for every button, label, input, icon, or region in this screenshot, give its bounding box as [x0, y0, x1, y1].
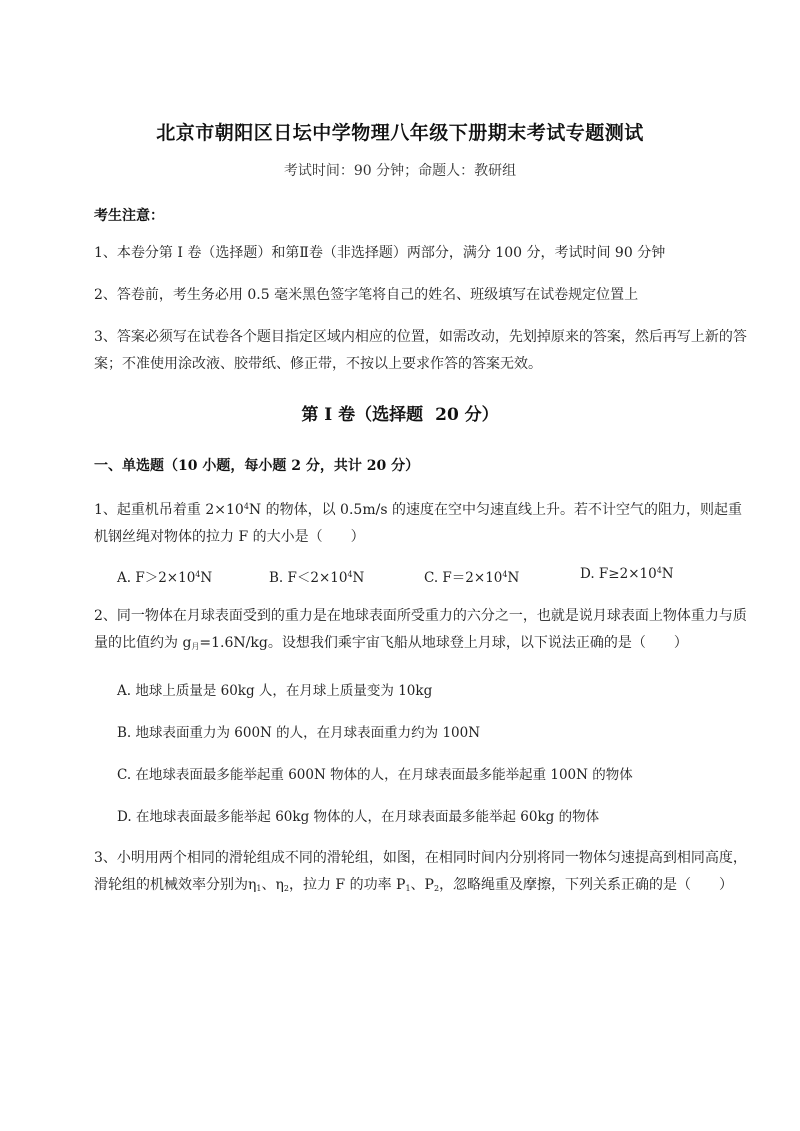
option-c[interactable]: C. 在地球表面最多能举起重 600N 物体的人，在月球表面最多能举起重 100N 的物体	[117, 767, 633, 783]
option-c-unit: N	[507, 570, 520, 586]
q3-separator: 、P	[410, 877, 434, 893]
part-title: 一、单选题（10 小题，每小题 2 分，共计 20 分）	[94, 458, 420, 474]
option-c[interactable]	[424, 566, 519, 586]
q3-stem-a: 3、小明用两个相同的滑轮组成不同的滑轮组，如图，在相同时间内分别将同一物体匀速提高到相同高度，滑轮组的机械效率分别为η	[94, 850, 747, 893]
notice-item: 3、答案必须写在试卷各个题目指定区域内相应的位置，如需改动，先划掉原来的答案，然后再写上新的答案；不准使用涂改液、胶带纸、修正带，不按以上要求作答的答案无效。	[94, 329, 747, 372]
option-a[interactable]: A. 地球上质量是 60kg 人，在月球上质量变为 10kg	[117, 683, 433, 699]
option-d[interactable]: D. 在地球表面最多能举起 60kg 物体的人，在月球表面最多能举起 60kg 的物体	[117, 809, 600, 825]
question-1-stem	[94, 493, 754, 551]
section-title-text: 第 I 卷（选择题	[301, 405, 424, 425]
option-a-text: A. F＞2×10	[117, 570, 196, 586]
notice-heading: 考生注意：	[94, 208, 164, 224]
option-d[interactable]	[580, 566, 674, 582]
q3-subscript: 1	[256, 884, 262, 893]
q3-subscript: 1	[405, 884, 411, 893]
option-c-exponent: 4	[502, 570, 508, 579]
q1-stem-a: 1、起重机吊着重 2×10	[94, 502, 244, 518]
q1-stem-exponent: 4	[243, 502, 249, 511]
q3-stem-b: ，拉力 F 的功率 P	[288, 877, 406, 893]
option-b[interactable]: B. 地球表面重力为 600N 的人，在月球表面重力约为 100N	[117, 725, 481, 741]
option-b[interactable]	[269, 566, 364, 586]
q3-subscript: 2	[433, 884, 440, 893]
question-2-stem	[94, 603, 754, 660]
option-b-exponent: 4	[347, 570, 353, 579]
q3-subscript: 2	[283, 884, 289, 893]
q2-stem-b: =1.6N/kg。设想我们乘宇宙飞船从地球登上月球，以下说法正确的是（ ）	[199, 635, 688, 651]
notice-item: 2、答卷前，考生务必用 0.5 毫米黑色签字笔将自己的姓名、班级填写在试卷规定位置上	[94, 287, 639, 303]
notice-item: 1、本卷分第 I 卷（选择题）和第Ⅱ卷（非选择题）两部分，满分 100 分，考试时间 90 分钟	[94, 245, 666, 261]
page-title: 北京市朝阳区日坛中学物理八年级下册期末考试专题测试	[156, 122, 644, 144]
q2-stem-a: 2、同一物体在月球表面受到的重力是在地球表面所受重力的六分之一，也就是说月球表面上物体重力与质量的比值约为 g	[94, 608, 747, 651]
option-d-exponent: 4	[656, 566, 662, 575]
option-b-unit: N	[352, 570, 365, 586]
option-d-text: D. F≥2×10	[580, 566, 657, 582]
section-title	[0, 400, 800, 425]
q3-separator: 、η	[261, 877, 284, 893]
option-d-unit: N	[661, 566, 674, 582]
option-b-text: B. F＜2×10	[269, 570, 348, 586]
q2-stem-subscript: 月	[191, 642, 200, 651]
option-c-text: C. F＝2×10	[424, 570, 503, 586]
question-1-options	[117, 566, 757, 586]
option-a-unit: N	[200, 570, 213, 586]
exam-info: 考试时间：90 分钟；命题人：教研组	[283, 163, 517, 179]
q1-stem-b: N 的物体，以 0.5m/s 的速度在空中匀速直线上升。若不计空气的阻力，则起重机钢丝绳对物体的拉力 F 的大小是（ ）	[94, 502, 742, 545]
option-a-exponent: 4	[195, 570, 201, 579]
question-3-stem	[94, 845, 754, 902]
section-score: 20 分）	[435, 405, 499, 425]
option-a[interactable]	[117, 566, 212, 586]
q3-stem-c: ，忽略绳重及摩擦，下列关系正确的是（ ）	[439, 877, 734, 893]
